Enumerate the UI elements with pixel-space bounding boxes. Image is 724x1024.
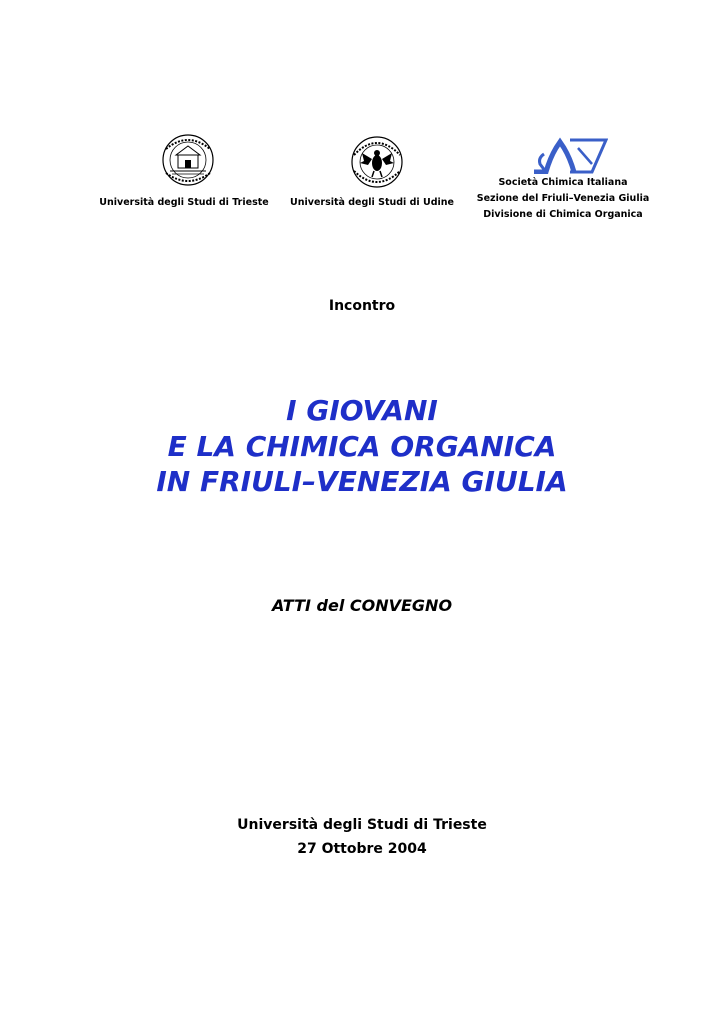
trieste-caption: Università degli Studi di Trieste [99,197,269,208]
subtitle: ATTI del CONVEGNO [271,596,453,615]
sci-name: Società Chimica Italiana [498,177,628,188]
title-line-2: E LA CHIMICA ORGANICA [167,429,557,463]
udine-caption: Università degli Studi di Udine [290,197,454,208]
footer-date: 27 Ottobre 2004 [297,841,427,857]
footer-venue: Università degli Studi di Trieste [237,817,487,833]
sci-division: Divisione di Chimica Organica [483,209,643,220]
sci-logo [530,136,608,174]
trieste-seal-logo [160,133,220,187]
sci-section: Sezione del Friuli–Venezia Giulia [476,193,650,204]
footer [0,813,724,861]
sci-caption-block [470,176,656,224]
event-label: Incontro [328,298,396,314]
main-title [0,393,724,500]
title-line-1: I GIOVANI [286,394,438,427]
title-line-3: IN FRIULI–VENEZIA GIULIA [156,465,568,498]
udine-seal-logo [348,135,406,189]
